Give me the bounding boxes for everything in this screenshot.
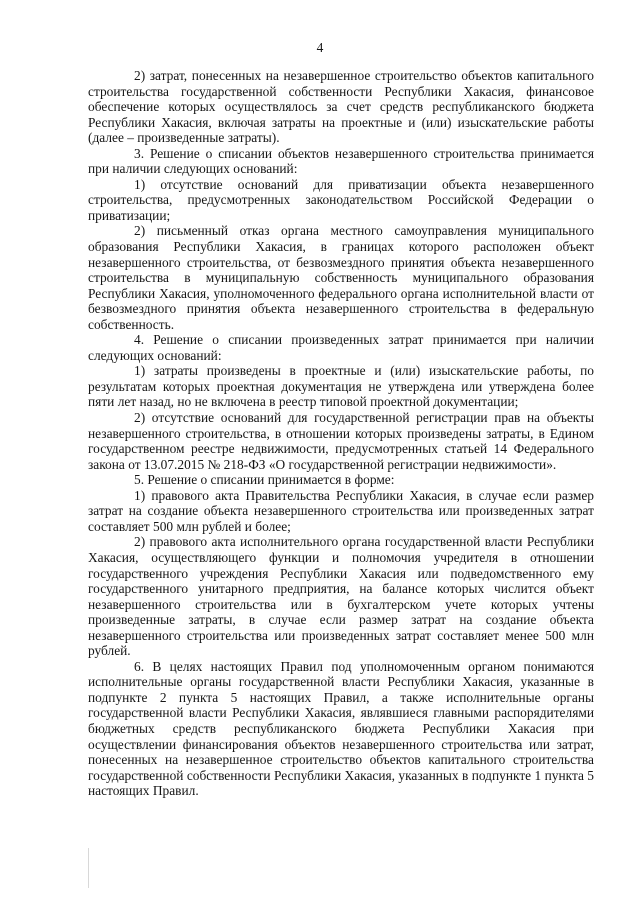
paragraph-4-2: 2) отсутствие оснований для государственной регистрации прав на объекты незавершенного строительства, в отношении которых произведены затраты, в Едином государственном реестре недвижимости, предусмотренных статьей 14 Федерального закона от 13.07.2015 № 218-ФЗ «О государственной регистрации недвижимости». [88, 410, 594, 472]
paragraph-5-2: 2) правового акта исполнительного органа государственной власти Республики Хакасия, осуществляющего функции и полномочия учредителя в отношении государственного учреждения Республики Хакасия или подведомственного ему государственного унитарного предприятия, на балансе которых числится объект незавершенного строительства или в бухгалтерском учете которых учтены произведенные затраты, в случае если размер затрат на создание объекта незавершенного строительства или произведенных затрат составляет менее 500 млн рублей. [88, 534, 594, 659]
paragraph-section-3: 3. Решение о списании объектов незавершенного строительства принимается при наличии следующих оснований: [88, 145, 594, 177]
paragraph-2-costs: 2) затрат, понесенных на незавершенное строительство объектов капитального строительства государственной собственности Республики Хакасия, финансовое обеспечение которых осуществлялось за счет средств республиканского бюджета Республики Хакасия, включая затраты на проектные и (или) изыскательские работы (далее – произведенные затраты). [88, 68, 594, 146]
paragraph-3-2: 2) письменный отказ органа местного самоуправления муниципального образования Республики Хакасия, в границах которого расположен объект незавершенного строительства, от безвозмездного принятия объекта незавершенного строительства в муниципальную собственность муниципального образования Республики Хакасия, уполномоченного федерального органа исполнительной власти от безвозмездного принятия объекта незавершенного строительства в федеральную собственность. [88, 223, 594, 332]
paragraph-3-1: 1) отсутствие оснований для приватизации объекта незавершенного строительства, предусмотренных законодательством Российской Федерации о приватизации; [88, 176, 594, 223]
page-number: 4 [316, 40, 324, 55]
scan-margin-line [88, 848, 89, 888]
paragraph-section-6: 6. В целях настоящих Правил под уполномоченным органом понимаются исполнительные органы государственной власти Республики Хакасия, указанные в подпункте 2 пункта 5 настоящих Правил, а также исполнительные органы государственной власти Республики Хакасия, являвшиеся главными распорядителями бюджетных средств республиканского бюджета Республики Хакасия при осуществлении финансирования объектов незавершенного строительства или затрат, понесенных на незавершенное строительство объектов капитального строительства государственной собственности Республики Хакасия, указанных в подпункте 1 пункта 5 настоящих Правил. [88, 658, 594, 799]
paragraph-4-1: 1) затраты произведены в проектные и (или) изыскательские работы, по результатам которых проектная документация не утверждена или утверждена более пяти лет назад, но не включена в реестр типовой проектной документации; [88, 363, 594, 410]
paragraph-section-5: 5. Решение о списании принимается в форме: [134, 472, 395, 488]
paragraph-5-1: 1) правового акта Правительства Республики Хакасия, в случае если размер затрат на создание объекта незавершенного строительства или произведенных затрат составляет 500 млн рублей и более; [88, 487, 594, 534]
paragraph-section-4: 4. Решение о списании произведенных затрат принимается при наличии следующих оснований: [88, 332, 594, 363]
body-text [88, 68, 594, 799]
